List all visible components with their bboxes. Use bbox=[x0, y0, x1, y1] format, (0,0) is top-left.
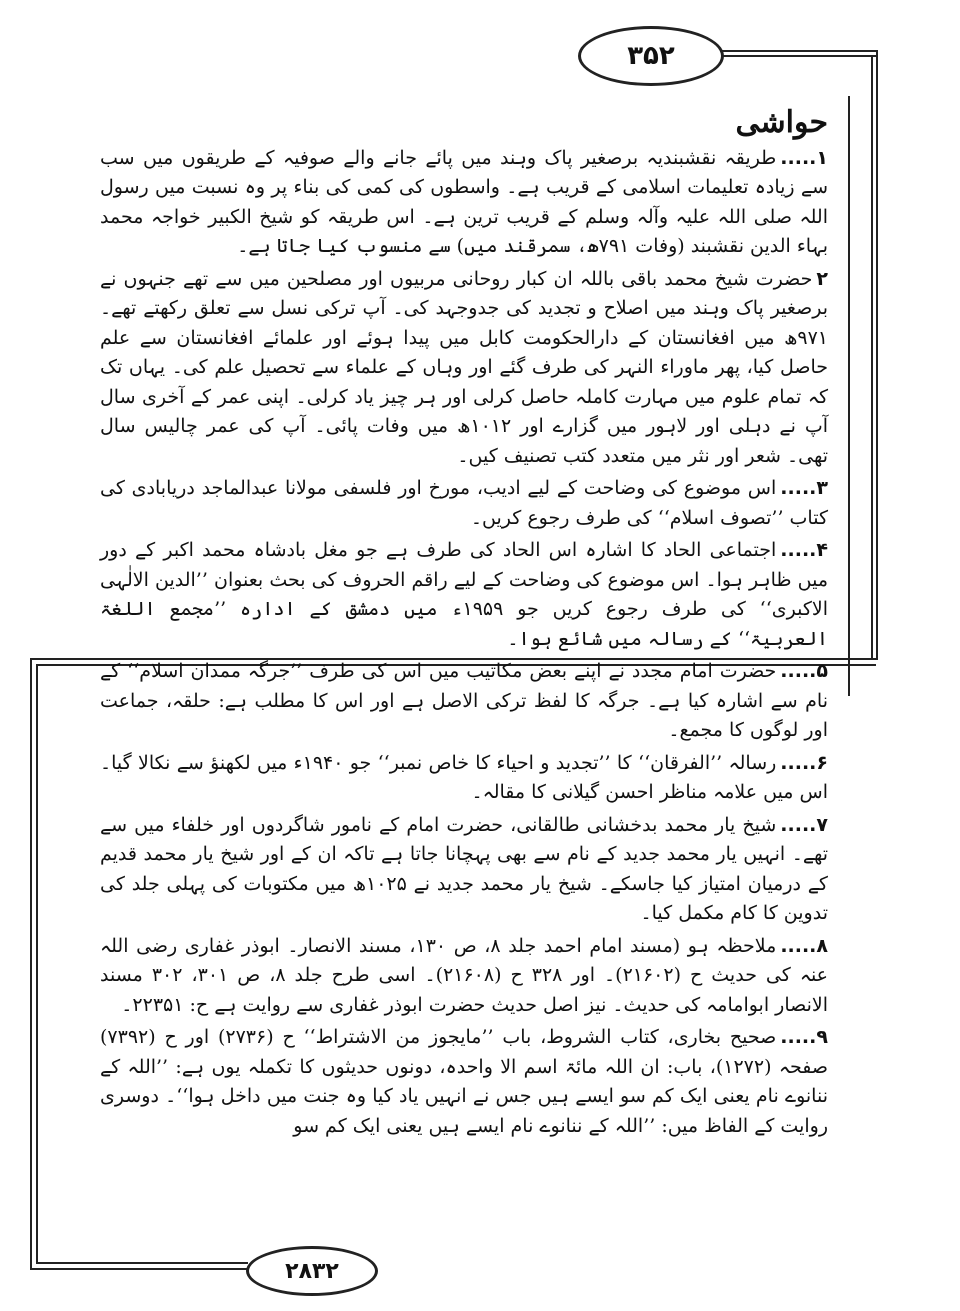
frame-right-mid bbox=[848, 96, 850, 696]
footnote-5 bbox=[100, 657, 828, 746]
frame-left-line-inner bbox=[36, 664, 38, 1264]
page-heading: حواشی bbox=[735, 105, 828, 140]
frame-bottom-line-inner bbox=[36, 1262, 248, 1264]
footnote-7 bbox=[100, 811, 828, 929]
frame-right-line bbox=[876, 50, 878, 658]
footnote-text: رسالہ ’’الفرقان‘‘ کا ’’تجدید و احیاء کا خاص نمبر‘‘ جو ۱۹۴۰ء میں لکھنؤ سے نکالا گیا۔ اس میں علامہ مناظر احسن گیلانی کا مقالہ۔ bbox=[100, 751, 828, 803]
footnote-number: ۵..... bbox=[780, 660, 828, 682]
frame-bottom-line bbox=[30, 1268, 248, 1270]
footnote-1 bbox=[100, 144, 828, 262]
page-number-top: ۳۵۲ bbox=[578, 26, 724, 86]
footnote-number: ۶..... bbox=[780, 751, 828, 774]
footnote-number: ۴..... bbox=[780, 539, 828, 561]
footnote-text: صحیح بخاری، کتاب الشروط، باب ’’مایجوز من الاشتراط‘‘ ح (۲۷۳۶) اور ح (۷۳۹۲) صفحہ (۱۲۷۲)، باب: ان اللہ مائۃ اسم الا واحدہ، دونوں حدیثوں کا تکملہ یوں ہے: ’’اللہ کے ننانوے نام یعنی ایک کم سو ایسے ہیں جس نے انہیں یاد کیا وہ جنت میں داخل ہوا‘‘۔ دوسری روایت کے الفاظ میں: ’’اللہ کے ننانوے نام ایسے ہیں یعنی ایک کم سو bbox=[100, 1026, 828, 1137]
footnote-8 bbox=[100, 932, 828, 1021]
footnote-text: اجتماعی الحاد کا اشارہ اس الحاد کی طرف ہے جو مغل بادشاہ محمد اکبر کے دور میں ظاہر ہوا۔ اس موضوع کی وضاحت کے لیے راقم الحروف کی بحث بعنوان ’’الدین الالٰہی الاکبری‘‘ کی طرف رجوع کریں جو ۱۹۵۹ء میں دمشق کے ادارہ ’’مجمع اللغۃ العربیۃ‘‘ کے رسالہ میں شائع ہوا۔ bbox=[100, 539, 828, 650]
footnote-9 bbox=[100, 1023, 828, 1141]
frame-top-line bbox=[716, 50, 878, 52]
footnote-number: ۷..... bbox=[780, 813, 828, 836]
footnote-text: حضرت شیخ محمد باقی باللہ ان کبار روحانی مربیوں اور مصلحین میں سے تھے جنہوں نے برصغیر پاک وہند میں اصلاح و تجدید کی جدوجہد کی۔ آپ ترکی نسل سے تعلق رکھتے تھے۔ ۹۷۱ھ میں افغانستان کے دارالحکومت کابل میں پیدا ہوئے اور علمائے افغانستان سے علم حاصل کیا، پھر ماوراء النہر کی طرف گئے اور وہاں کے علماء سے تحصیل علم کی۔ یہاں تک کہ تمام علوم میں مہارت کاملہ حاصل کرلی اور ہر چیز یاد کرلی۔ اپنی عمر کے آخری سال آپ نے دہلی اور لاہور میں گزارے اور ۱۰۱۲ھ میں وفات پائی۔ آپ کی عمر چالیس سال تھی۔ شعر اور نثر میں متعدد کتب تصنیف کیں۔ bbox=[100, 267, 828, 467]
footnote-number: ۳..... bbox=[780, 477, 828, 499]
footnote-number: ۸..... bbox=[780, 934, 829, 957]
footnote-text: شیخ یار محمد بدخشانی طالقانی، حضرت امام کے نامور شاگردوں اور خلفاء میں سے تھے۔ انہیں یار محمد جدید کے نام سے بھی پہچانا جاتا ہے تاکہ ان کے اور شیخ یار محمد قدیم کے درمیان امتیاز کیا جاسکے۔ شیخ یار محمد جدید نے ۱۰۲۵ھ میں مکتوبات کی پہلی جلد کی تدوین کا کام مکمل کیا۔ bbox=[100, 813, 828, 924]
footnote-number: ۲ bbox=[816, 267, 828, 290]
footnote-text: اس موضوع کی وضاحت کے لیے ادیب، مورخ اور فلسفی مولانا عبدالماجد دریابادی کی کتاب ’’تصوف اسلام‘‘ کی طرف رجوع کریں۔ bbox=[100, 477, 828, 529]
footnote-3 bbox=[100, 474, 828, 533]
footnote-number: ۹..... bbox=[780, 1026, 828, 1048]
page-number-bottom: ۲۸۳۲ bbox=[246, 1246, 378, 1296]
footnote-number: ۱..... bbox=[780, 146, 828, 169]
footnote-text: ملاحظہ ہو (مسند امام احمد جلد ۸، ص ۱۳۰، مسند الانصار۔ ابوذر غفاری رضی اللہ عنہ کی حدیث ح (۲۱۶۰۲)۔ اور ۳۲۸ ح (۲۱۶۰۸)۔ اسی طرح جلد ۸، ص ۳۰۱، ۳۰۲ مسند الانصار ابوامامہ کی حدیث۔ نیز اصل حدیث حضرت ابوذر غفاری سے روایت ہے ح: ۲۲۳۵۱۔ bbox=[100, 934, 829, 1016]
footnote-text: طریقہ نقشبندیہ برصغیر پاک وہند میں پائے جانے والے صوفیہ کے طریقوں میں سب سے زیادہ تعلیمات اسلامی کے قریب ہے۔ واسطوں کی کمی کی بناء پر وہ نسبت میں رسول اللہ صلی اللہ علیہ وآلہ وسلم کے قریب ترین ہے۔ اس طریقہ کو شیخ الکبیر خواجہ محمد بہاء الدین نقشبند (وفات ۷۹۱ھ، سمرقند میں) سے منسوب کیا جاتا ہے۔ bbox=[100, 146, 828, 257]
frame-right-line-inner bbox=[871, 55, 873, 658]
footnote-6 bbox=[100, 749, 828, 808]
footnote-2 bbox=[100, 265, 828, 472]
footnote-text: حضرت امام مجدد نے اپنے بعض مکاتیب میں اس کی طرف ’’جرگہ ممدان اسلام‘‘ کے نام سے اشارہ کیا ہے۔ جرگہ کا لفظ ترکی الاصل ہے اور اس کا مطلب ہے: حلقہ، جماعت اور لوگوں کا مجمع۔ bbox=[100, 660, 828, 741]
frame-left-line bbox=[30, 658, 32, 1270]
footnote-4 bbox=[100, 536, 828, 654]
footnotes-content bbox=[100, 105, 829, 1144]
frame-top-line-inner bbox=[716, 55, 876, 57]
